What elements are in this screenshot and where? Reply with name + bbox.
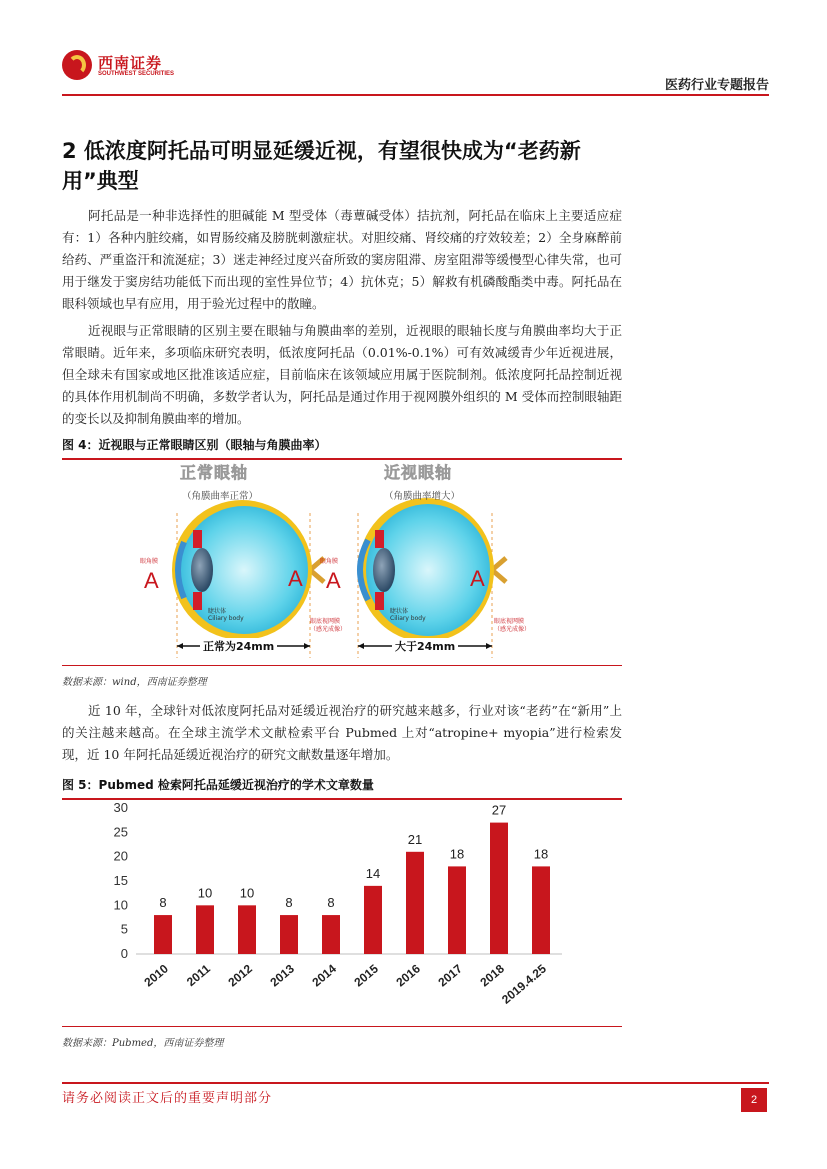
x-tick-label-2014: 2014: [309, 961, 339, 990]
normal-retina-label: [310, 618, 346, 634]
data-label-2012: 10: [239, 885, 255, 901]
paragraph-atropine-intro: 阿托品是一种非选择性的胆碱能 M 型受体（毒蕈碱受体）拮抗剂，阿托品在临床上主要适应症有：1）各种内脏绞痛，如胃肠绞痛及膀胱刺激症状。对胆绞痛、肾绞痛的疗效较差；2）全身麻醉前给药、严重盗汗和流涎症；3）迷走神经过度兴奋所致的窦房阻滞、房室阻滞等缓慢型心律失常，也可用于继发于窦房结功能低下而出现的室性异位节；4）抗休克；5）解救有机磷酸酯类中毒。阿托品在眼科领域也早有应用，用于验光过程中的散瞳。: [62, 208, 622, 311]
normal-point-a: A: [144, 568, 159, 593]
logo-name-cn: 西南证券: [98, 54, 163, 72]
bar-chart-svg: [62, 796, 622, 1024]
bar-2015: [364, 886, 382, 954]
data-label-2013: 8: [285, 895, 293, 911]
x-tick-label-2017: 2017: [435, 961, 465, 990]
normal-eye-subtitle: （角膜曲率正常）: [182, 491, 259, 502]
data-label-2018: 27: [491, 802, 507, 818]
page-number: 2: [741, 1088, 767, 1112]
data-label-2016: 21: [407, 831, 423, 847]
myopic-retina-cn: 眼底视网膜: [494, 618, 525, 625]
myopic-point-a: A: [326, 568, 341, 593]
y-tick-label: 20: [113, 848, 128, 864]
footer-divider: [62, 1082, 769, 1084]
normal-retina-cn: 眼底视网膜: [310, 618, 341, 625]
figure5-caption: 图 5：Pubmed 检索阿托品延缓近视治疗的学术文章数量: [62, 776, 622, 800]
section-title: 2 低浓度阿托品可明显延缓近视，有望很快成为“老药新用”典型: [62, 139, 581, 193]
myopic-ciliary-cn: 睫状体: [390, 608, 409, 615]
paragraph-myopia-difference: 近视眼与正常眼睛的区别主要在眼轴与角膜曲率的差别，近视眼的眼轴长度与角膜曲率均大于正常眼睛。近年来，多项临床研究表明，低浓度阿托品（0.01%-0.1%）可有效减缓青少年近视进展，但全球未有国家或地区批准该适应症，目前临床在该领域应用属于医院制剂。低浓度阿托品控制近视的具体作用机制尚不明确，多数学者认为，阿托品是通过作用于视网膜外组织的 M 受体而控制眼轴距的变长以及抑制角膜曲率的增加。: [62, 323, 622, 426]
x-tick-label-2015: 2015: [351, 961, 381, 990]
normal-retina-sub: （感光成像）: [310, 626, 347, 633]
normal-axis-length: 正常为24mm: [200, 638, 277, 654]
bar-2016: [406, 852, 424, 954]
normal-cornea-label: 眼角膜: [140, 558, 159, 565]
data-label-2014: 8: [327, 895, 335, 911]
pubmed-bar-chart: [62, 796, 622, 1024]
header-divider: [62, 94, 769, 96]
x-tick-label-2011: 2011: [183, 961, 213, 990]
myopic-eye-title: 近视眼轴: [384, 463, 453, 482]
data-label-2010: 8: [159, 895, 167, 911]
figure5-source: 数据来源：Pubmed，西南证券整理: [62, 1038, 224, 1049]
myopic-ciliary-label: [390, 608, 426, 622]
bar-2019.4.25: [532, 866, 550, 954]
data-label-2015: 14: [365, 865, 381, 881]
figure5-bottom-rule: [62, 1026, 622, 1027]
page-header: [0, 0, 827, 100]
bar-2014: [322, 915, 340, 954]
report-type: 医药行业专题报告: [664, 78, 769, 93]
logo-name-en: SOUTHWEST SECURITIES: [98, 71, 175, 77]
y-tick-label: 30: [113, 800, 128, 815]
figure4-bottom-rule: [62, 665, 622, 666]
bar-2013: [280, 915, 298, 954]
x-tick-label-2013: 2013: [267, 961, 297, 990]
myopic-cornea-label: 眼角膜: [320, 558, 339, 565]
normal-eye-title: 正常眼轴: [180, 463, 249, 482]
myopic-retina-label: [494, 618, 530, 634]
bar-2017: [448, 866, 466, 954]
data-label-2011: 10: [197, 885, 213, 901]
x-tick-label-2016: 2016: [393, 961, 423, 990]
x-tick-label-2010: 2010: [141, 961, 171, 990]
data-label-2017: 18: [449, 846, 465, 862]
normal-ciliary-cn: 睫状体: [208, 608, 227, 615]
myopic-point-a-mirror: A: [470, 566, 485, 591]
normal-ciliary-en: Ciliary body: [208, 615, 244, 622]
myopic-retina-sub: （感光成像）: [494, 626, 531, 633]
bar-2011: [196, 905, 214, 954]
bar-2010: [154, 915, 172, 954]
x-tick-label-2012: 2012: [225, 961, 255, 990]
logo-emblem-icon: [62, 50, 92, 80]
normal-point-a-mirror: A: [288, 566, 303, 591]
y-tick-label: 25: [113, 824, 128, 840]
y-tick-label: 5: [120, 921, 128, 937]
x-tick-label-2018: 2018: [477, 961, 507, 990]
figure4-caption: 图 4：近视眼与正常眼睛区别（眼轴与角膜曲率）: [62, 436, 622, 460]
paragraph-research-trend: 近 10 年，全球针对低浓度阿托品对延缓近视治疗的研究越来越多，行业对该“老药”在“新用”上的关注越来越高。在全球主流学术文献检索平台 Pubmed 上对“atropine+ myopia”进行检索发现，近 10 年阿托品延缓近视治疗的研究文献数量逐年增加。: [62, 703, 622, 762]
figure4-source: 数据来源：wind，西南证券整理: [62, 677, 207, 688]
myopic-eye-subtitle: （角膜曲率增大）: [384, 491, 461, 502]
y-tick-label: 10: [113, 897, 128, 913]
bar-2018: [490, 823, 508, 954]
y-tick-label: 0: [120, 946, 128, 961]
normal-ciliary-label: [208, 608, 244, 622]
data-label-2019.4.25: 18: [533, 846, 549, 862]
y-tick-label: 15: [113, 873, 128, 888]
company-logo: [62, 48, 174, 84]
myopic-ciliary-en: Ciliary body: [390, 615, 426, 622]
myopic-axis-length: 大于24mm: [392, 638, 458, 654]
disclaimer-notice: 请务必阅读正文后的重要声明部分: [62, 1091, 273, 1106]
bar-2012: [238, 905, 256, 954]
eye-comparison-figure: [62, 458, 622, 663]
x-tick-label-2019.4.25: 2019.4.25: [499, 961, 549, 1007]
